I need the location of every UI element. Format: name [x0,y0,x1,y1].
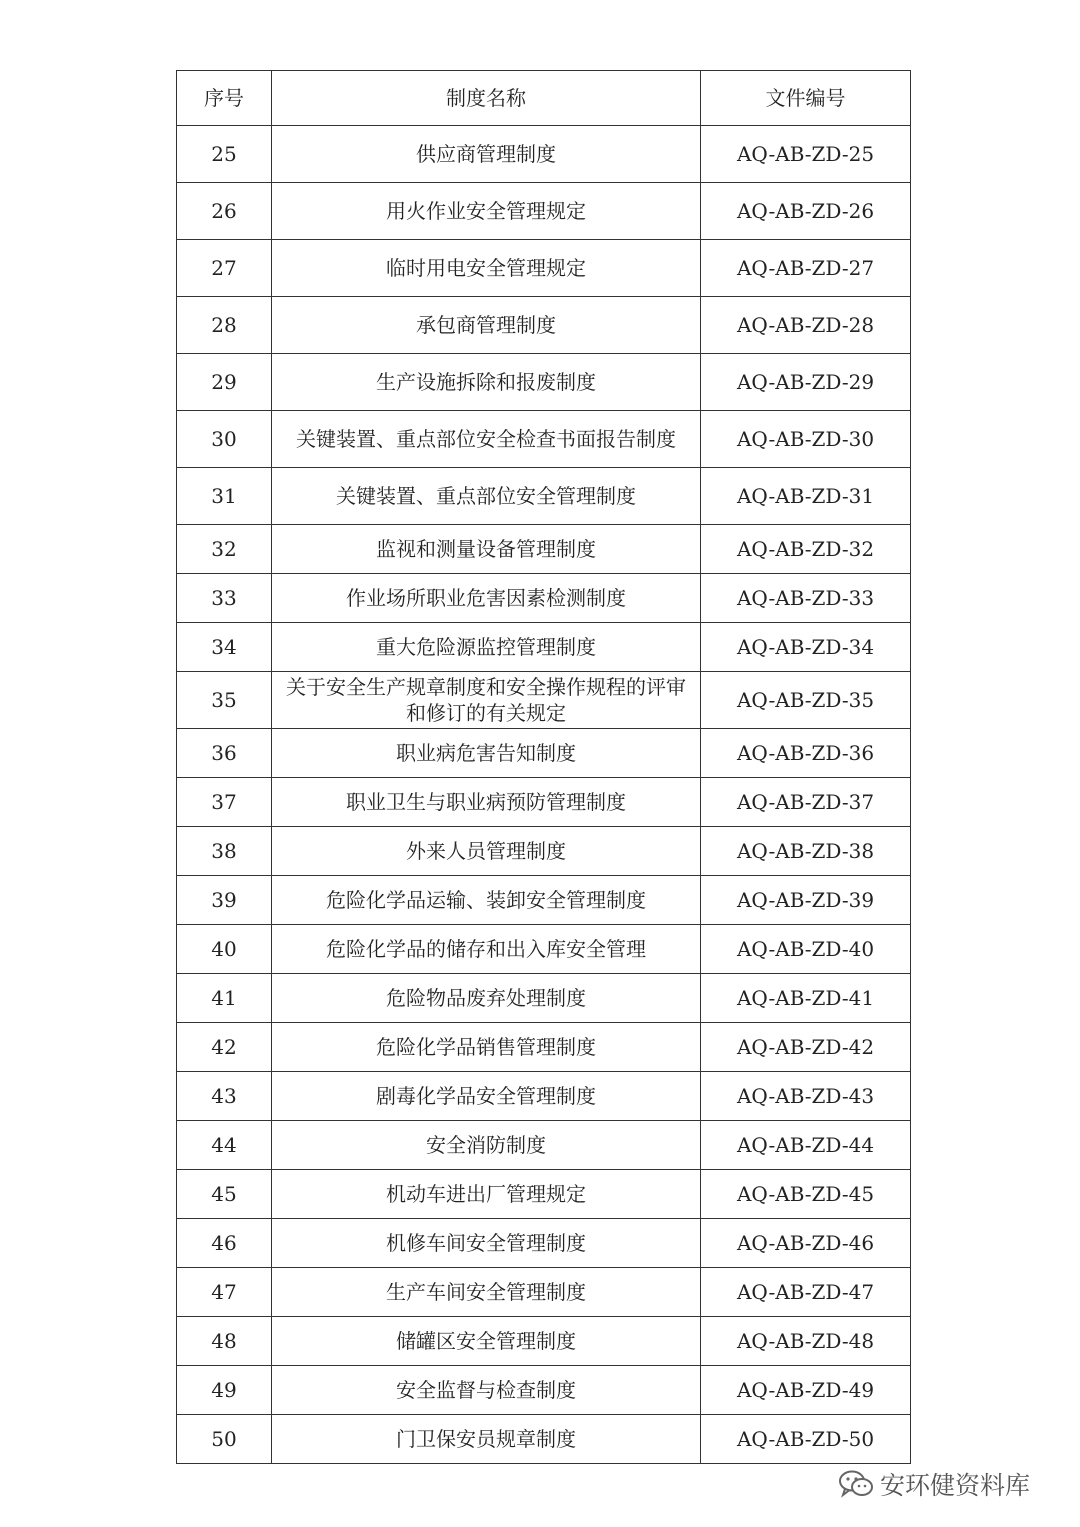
cell-name: 安全消防制度 [272,1121,701,1170]
cell-name: 安全监督与检查制度 [272,1366,701,1415]
cell-name: 供应商管理制度 [272,126,701,183]
table-row [177,876,911,925]
table-row [177,1023,911,1072]
cell-name: 门卫保安员规章制度 [272,1415,701,1464]
cell-code: AQ-AB-ZD-38 [701,827,911,876]
cell-number: 46 [177,1219,272,1268]
cell-name: 剧毒化学品安全管理制度 [272,1072,701,1121]
cell-code: AQ-AB-ZD-28 [701,297,911,354]
table-row [177,1366,911,1415]
cell-name: 临时用电安全管理规定 [272,240,701,297]
table-row [177,827,911,876]
cell-name: 用火作业安全管理规定 [272,183,701,240]
cell-number: 42 [177,1023,272,1072]
table-row [177,1317,911,1366]
table-row [177,1170,911,1219]
cell-code: AQ-AB-ZD-45 [701,1170,911,1219]
cell-code: AQ-AB-ZD-33 [701,574,911,623]
cell-name: 危险化学品的储存和出入库安全管理 [272,925,701,974]
table-row [177,1415,911,1464]
table-row [177,574,911,623]
table-row [177,1121,911,1170]
cell-number: 49 [177,1366,272,1415]
table-row [177,1219,911,1268]
cell-name: 关键装置、重点部位安全管理制度 [272,468,701,525]
cell-name: 危险化学品运输、装卸安全管理制度 [272,876,701,925]
cell-number: 31 [177,468,272,525]
cell-number: 40 [177,925,272,974]
cell-name: 重大危险源监控管理制度 [272,623,701,672]
cell-name: 机修车间安全管理制度 [272,1219,701,1268]
cell-code: AQ-AB-ZD-26 [701,183,911,240]
cell-code: AQ-AB-ZD-30 [701,411,911,468]
table-row [177,525,911,574]
cell-number: 35 [177,672,272,729]
cell-number: 37 [177,778,272,827]
table-row [177,729,911,778]
cell-code: AQ-AB-ZD-44 [701,1121,911,1170]
cell-number: 33 [177,574,272,623]
cell-number: 50 [177,1415,272,1464]
table-row [177,354,911,411]
cell-number: 29 [177,354,272,411]
header-number: 序号 [177,71,272,126]
table-row [177,126,911,183]
table-row [177,1072,911,1121]
table-row [177,672,911,729]
cell-name: 生产设施拆除和报废制度 [272,354,701,411]
cell-number: 32 [177,525,272,574]
header-code: 文件编号 [701,71,911,126]
cell-code: AQ-AB-ZD-37 [701,778,911,827]
cell-code: AQ-AB-ZD-48 [701,1317,911,1366]
cell-number: 44 [177,1121,272,1170]
table-row [177,411,911,468]
table-row [177,974,911,1023]
cell-name: 承包商管理制度 [272,297,701,354]
cell-name: 外来人员管理制度 [272,827,701,876]
cell-name: 危险物品废弃处理制度 [272,974,701,1023]
cell-number: 25 [177,126,272,183]
cell-number: 47 [177,1268,272,1317]
watermark [838,1466,1030,1502]
table-row [177,240,911,297]
cell-number: 38 [177,827,272,876]
cell-code: AQ-AB-ZD-49 [701,1366,911,1415]
table-row [177,468,911,525]
cell-number: 26 [177,183,272,240]
cell-name: 职业病危害告知制度 [272,729,701,778]
cell-name: 关键装置、重点部位安全检查书面报告制度 [272,411,701,468]
cell-name: 作业场所职业危害因素检测制度 [272,574,701,623]
table-row [177,1268,911,1317]
cell-code: AQ-AB-ZD-27 [701,240,911,297]
cell-code: AQ-AB-ZD-36 [701,729,911,778]
cell-name: 储罐区安全管理制度 [272,1317,701,1366]
cell-number: 45 [177,1170,272,1219]
cell-code: AQ-AB-ZD-42 [701,1023,911,1072]
cell-code: AQ-AB-ZD-32 [701,525,911,574]
cell-number: 43 [177,1072,272,1121]
cell-number: 34 [177,623,272,672]
watermark-text: 安环健资料库 [880,1471,1031,1500]
cell-code: AQ-AB-ZD-40 [701,925,911,974]
cell-number: 28 [177,297,272,354]
cell-number: 30 [177,411,272,468]
cell-code: AQ-AB-ZD-43 [701,1072,911,1121]
table-row [177,183,911,240]
table-row [177,925,911,974]
cell-number: 27 [177,240,272,297]
cell-code: AQ-AB-ZD-25 [701,126,911,183]
regulations-table [176,70,911,1464]
cell-number: 41 [177,974,272,1023]
cell-name: 危险化学品销售管理制度 [272,1023,701,1072]
cell-number: 48 [177,1317,272,1366]
cell-number: 39 [177,876,272,925]
cell-name: 职业卫生与职业病预防管理制度 [272,778,701,827]
cell-name: 生产车间安全管理制度 [272,1268,701,1317]
cell-code: AQ-AB-ZD-46 [701,1219,911,1268]
table-row [177,778,911,827]
cell-number: 36 [177,729,272,778]
wechat-icon [838,1469,874,1499]
cell-code: AQ-AB-ZD-47 [701,1268,911,1317]
table-row [177,623,911,672]
cell-code: AQ-AB-ZD-35 [701,672,911,729]
cell-code: AQ-AB-ZD-34 [701,623,911,672]
cell-name: 监视和测量设备管理制度 [272,525,701,574]
cell-name: 机动车进出厂管理规定 [272,1170,701,1219]
cell-code: AQ-AB-ZD-29 [701,354,911,411]
cell-name: 关于安全生产规章制度和安全操作规程的评审和修订的有关规定 [272,672,701,729]
cell-code: AQ-AB-ZD-50 [701,1415,911,1464]
header-name: 制度名称 [272,71,701,126]
cell-code: AQ-AB-ZD-41 [701,974,911,1023]
table-header-row [177,71,911,126]
table-row [177,297,911,354]
cell-code: AQ-AB-ZD-39 [701,876,911,925]
cell-code: AQ-AB-ZD-31 [701,468,911,525]
